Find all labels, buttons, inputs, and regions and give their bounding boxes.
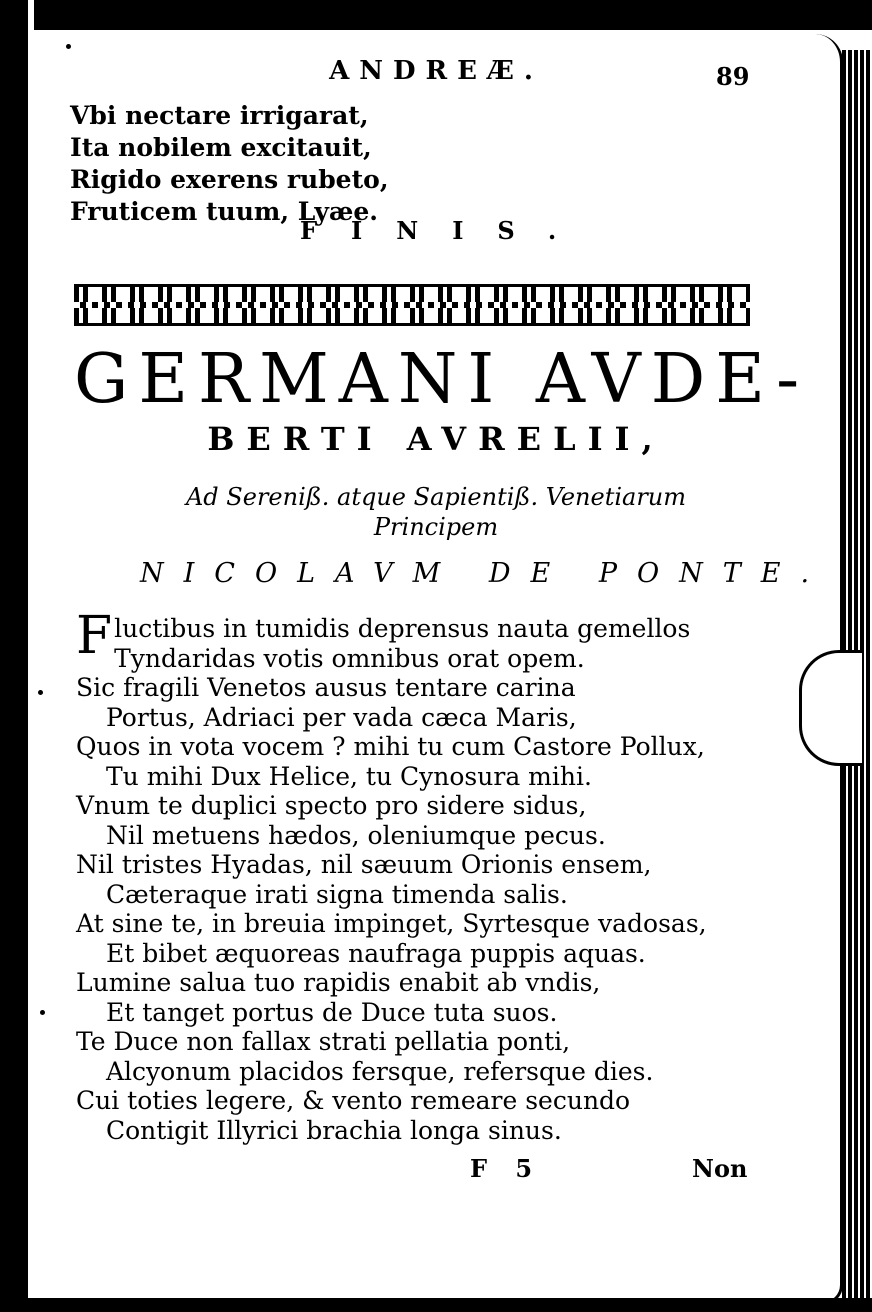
- dedication-line: Principem: [373, 513, 499, 541]
- poem-line: Contigit Illyrici brachia longa sinus.: [106, 1115, 562, 1145]
- poem-line: Tu mihi Dux Helice, tu Cynosura mihi.: [106, 761, 592, 791]
- poem-line: Tyndaridas votis omnibus orat opem.: [114, 643, 585, 673]
- thumb-tab-notch: [799, 650, 862, 766]
- verse-line: Fruticem tuum, Lyæe.: [70, 197, 378, 226]
- poem-line: Et bibet æquoreas naufraga puppis aquas.: [106, 938, 646, 968]
- title-line-1: GERMANI AVDE-: [74, 340, 810, 419]
- poem-line: Cui toties legere, & vento remeare secundo: [76, 1086, 631, 1115]
- verse-line: Vbi nectare irrigarat,: [70, 101, 369, 130]
- poem-line: Lumine salua tuo rapidis enabit ab vndis,: [76, 968, 601, 997]
- preceding-poem-ending: [70, 100, 389, 228]
- poem-line: Alcyonum placidos fersque, refersque dies.: [106, 1056, 654, 1086]
- book-spine-edge: [0, 0, 34, 1312]
- dedication: [0, 482, 872, 542]
- scan-top-edge: [0, 0, 872, 34]
- ink-speck: [66, 44, 71, 49]
- page-number: 89: [716, 62, 750, 91]
- ink-speck: [40, 1010, 45, 1015]
- poem-line: Portus, Adriaci per vada cæca Maris,: [106, 702, 577, 732]
- poem-line: Vnum te duplici specto pro sidere sidus,: [76, 791, 587, 820]
- poem-line: At sine te, in breuia impinget, Syrtesque vadosas,: [76, 909, 707, 938]
- running-head: ANDREÆ.: [329, 56, 543, 86]
- dedicatee-name: NICOLAVM DE PONTE.: [140, 558, 830, 589]
- catchword: Non: [692, 1154, 748, 1183]
- poem-line: Cæteraque irati signa timenda salis.: [106, 879, 568, 909]
- verse-line: Ita nobilem excitauit,: [70, 133, 372, 162]
- signature-mark: F 5: [470, 1154, 543, 1183]
- decorative-ornament-band: [74, 284, 750, 326]
- poem-line: Et tanget portus de Duce tuta suos.: [106, 997, 558, 1027]
- poem-body: [76, 606, 707, 1145]
- poem-line: Fluctibus in tumidis deprensus nauta gemellos: [76, 606, 691, 666]
- poem-line: Nil metuens hædos, oleniumque pecus.: [106, 820, 606, 850]
- dedication-line: Ad Sereniß. atque Sapientiß. Venetiarum: [185, 483, 687, 511]
- finis-mark: FINIS.: [300, 216, 591, 245]
- ink-speck: [38, 690, 43, 695]
- scan-bottom-edge: [0, 1298, 872, 1312]
- poem-line: Nil tristes Hyadas, nil sæuum Orionis ensem,: [76, 850, 652, 879]
- poem-line: Sic fragili Venetos ausus tentare carina: [76, 673, 576, 702]
- poem-line: Quos in vota vocem ? mihi tu cum Castore Pollux,: [76, 732, 705, 761]
- title-line-2: BERTI AVRELII,: [207, 420, 665, 458]
- verse-line: Rigido exerens rubeto,: [70, 165, 389, 194]
- poem-line: Te Duce non fallax strati pellatia ponti,: [76, 1027, 571, 1056]
